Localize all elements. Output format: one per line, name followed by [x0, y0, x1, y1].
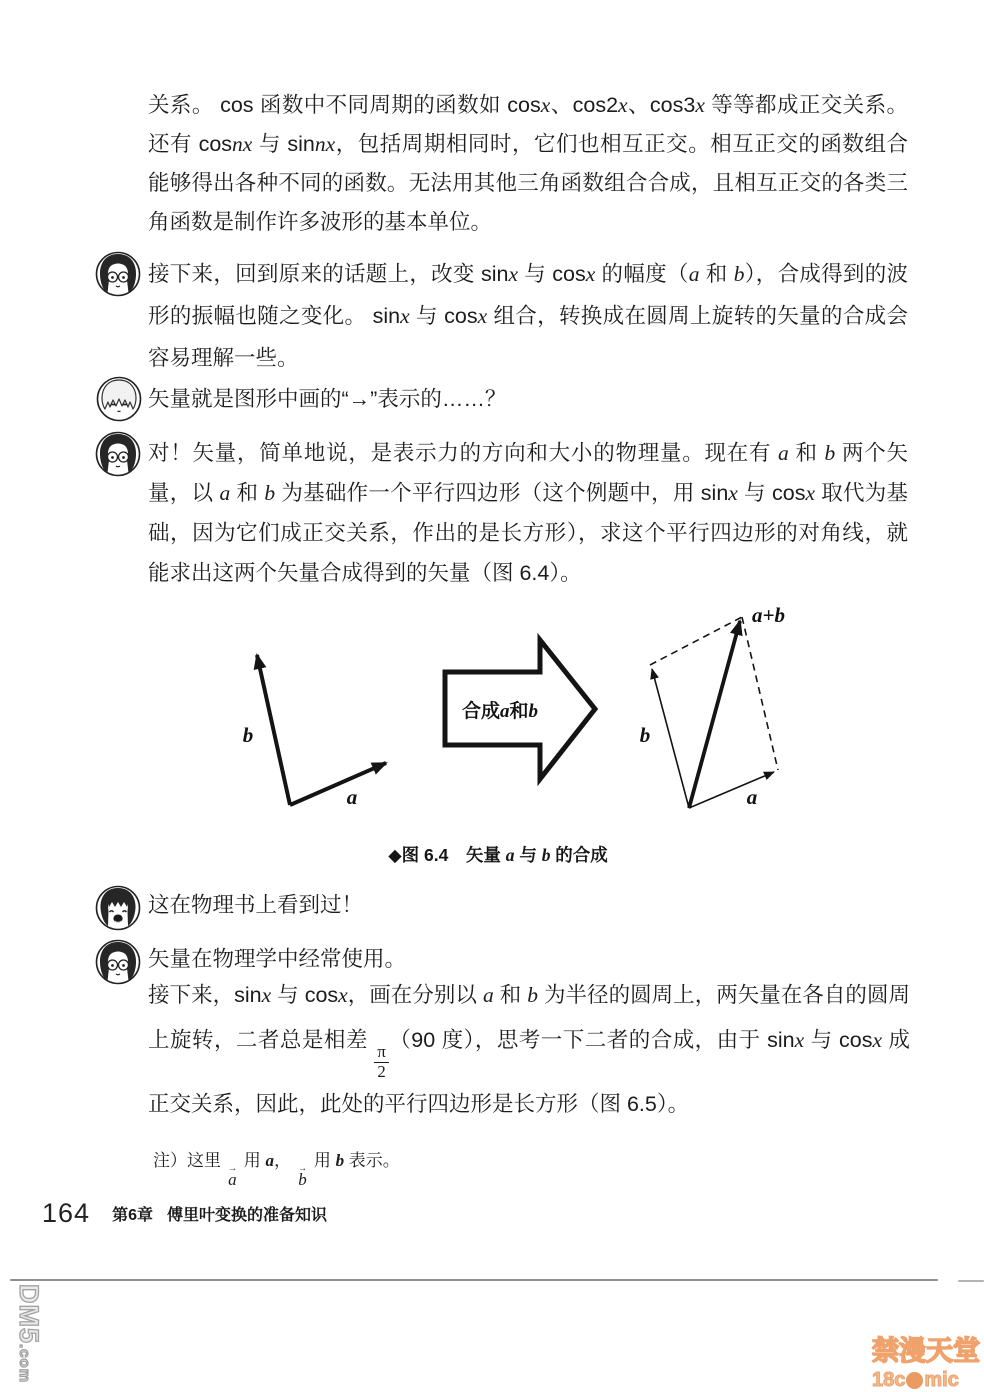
- label-b-left: b: [242, 723, 254, 747]
- page-number: 164: [42, 1197, 91, 1228]
- label-a-left: a: [346, 785, 358, 809]
- avatar-light-hair-girl-svg: [96, 376, 142, 422]
- 18comic-watermark: [872, 1336, 984, 1392]
- avatar-light-hair-girl-icon: [96, 376, 142, 422]
- scan-artifact-line-segment: [958, 1280, 984, 1282]
- 18comic-watermark-title: 禁漫天堂: [872, 1336, 980, 1366]
- dialog-5-text: 矢量在物理学中经常使用。: [148, 947, 407, 971]
- avatar-glasses-girl-svg: [95, 251, 141, 297]
- figure-6-4: [148, 595, 848, 835]
- label-a-plus-b: a+b: [752, 603, 785, 627]
- paragraph-orthogonality: 关系。 cos 函数中不同周期的函数如 cosx、cos2x、cos3x 等等都成正交关系。还有 cosnx 与 sinnx，包括周期相同时，它们也相互正交。相互正交的函数组合能够得出各种不同的函数。无法用其他三角函数组合合成，且相互正交的各类三角函数是制作许多波形的基本单位。: [148, 93, 908, 234]
- dialog-3-text: 对！矢量，简单地说，是表示力的方向和大小的物理量。现在有 a 和 b 两个矢量，以 a 和 b 为基础作一个平行四边形（这个例题中，用 sinx 与 cosx 取代为基础，因为它们成正交关系，作出的是长方形），求这个平行四边形的对角线，就能求出这两个矢量合成得到的矢量（图 6.4）。: [148, 441, 908, 585]
- dialog-4-text: 这在物理书上看到过！: [148, 893, 364, 917]
- avatar-glasses-girl-svg: [95, 939, 141, 985]
- label-a-right: a: [746, 785, 758, 809]
- dm5-watermark: [13, 1284, 44, 1383]
- dm5-watermark-text: DM5: [14, 1284, 44, 1345]
- chapter-label: 第6章: [112, 1206, 153, 1224]
- footnote: 注）这里 → a 用 a， → b 用 b 表示。: [153, 1151, 400, 1190]
- dm5-watermark-ext: .com: [16, 1344, 33, 1384]
- parallelogram-dash-right: [742, 617, 778, 770]
- 18comic-logo-circle-icon: [906, 1372, 923, 1389]
- avatar-happy-girl-svg: [95, 885, 141, 931]
- figure-caption: ◆图 6.4 矢量 a 与 b 的合成: [388, 845, 608, 865]
- dialog-2-text: 矢量就是图形中画的“→”表示的……？: [148, 387, 507, 411]
- dialog-5-continuation-text: 接下来，sinx 与 cosx，画在分别以 a 和 b 为半径的圆周上，两矢量在各自的圆周上旋转，二者总是相差 $\frac{\pi}{2}$ （90 度），思考一下二者的合成，由于 sinx 与 cosx 成正交关系，因此，此处的平行四边形是长方形（图 6.5）。: [148, 983, 910, 1116]
- dialog-1-text: 接下来，回到原来的话题上，改变 sinx 与 cosx 的幅度（a 和 b），合成得到的波形的振幅也随之变化。 sinx 与 cosx 组合，转换成在圆周上旋转的矢量的合成会容易理解一些。: [148, 262, 908, 370]
- 18comic-sub-prefix: 18c: [872, 1369, 906, 1391]
- 18comic-watermark-sub: [872, 1368, 984, 1392]
- block-arrow-label: 合成a和b: [461, 701, 539, 722]
- scan-artifact-line: [10, 1279, 938, 1281]
- avatar-happy-girl-icon: [95, 885, 141, 931]
- avatar-glasses-girl-svg: [95, 431, 141, 477]
- page-footer: [42, 1196, 327, 1230]
- avatar-glasses-girl-icon: [95, 251, 141, 297]
- vector-sum-right: [689, 621, 740, 808]
- chapter-title: 傅里叶变换的准备知识: [166, 1206, 327, 1224]
- avatar-glasses-girl-icon: [95, 431, 141, 477]
- avatar-glasses-girl-icon: [95, 939, 141, 985]
- label-b-right: b: [639, 723, 651, 747]
- 18comic-sub-suffix: mic: [924, 1369, 959, 1391]
